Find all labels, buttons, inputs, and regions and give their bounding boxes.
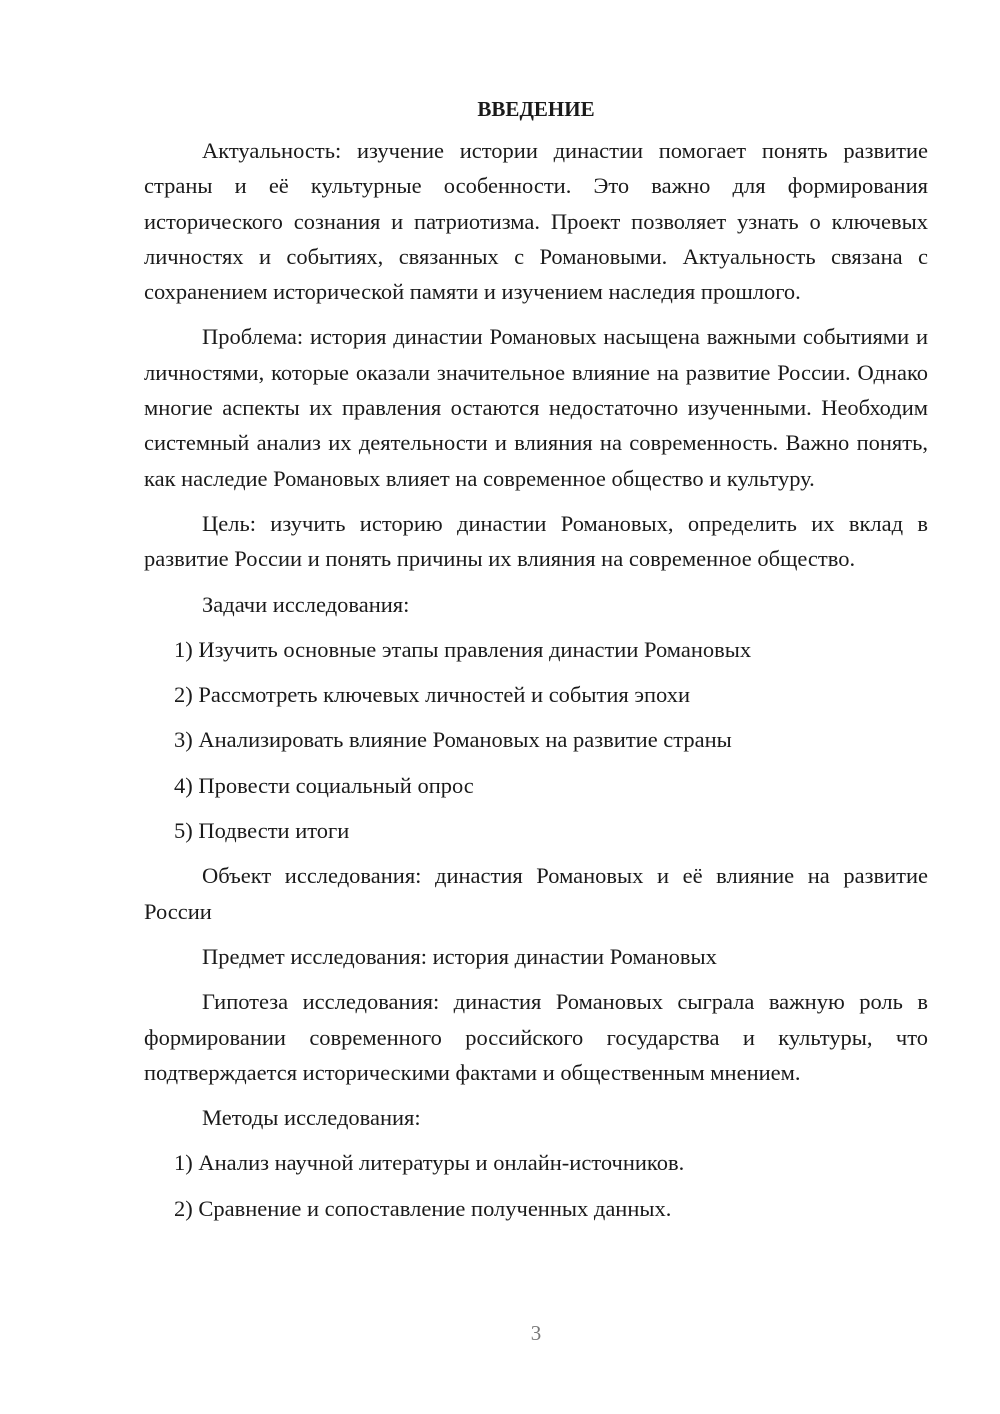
hypothesis-paragraph: Гипотеза исследования: династия Романовых сыграла важную роль в формировании современного российского государства и культуры, что подтверждается историческими фактами и общественным мнением. bbox=[144, 989, 928, 1085]
task-item-2: 2) Рассмотреть ключевых личностей и события эпохи bbox=[174, 682, 691, 708]
methods-heading: Методы исследования: bbox=[202, 1105, 421, 1131]
page-content bbox=[144, 92, 928, 1236]
task-item-3: 3) Анализировать влияние Романовых на развитие страны bbox=[174, 727, 732, 753]
task-item-4: 4) Провести социальный опрос bbox=[174, 772, 474, 798]
object-paragraph: Объект исследования: династия Романовых и её влияние на развитие России bbox=[144, 863, 928, 924]
page-number: 3 bbox=[530, 1321, 542, 1345]
task-item-5: 5) Подвести итоги bbox=[174, 818, 350, 844]
page-title: ВВЕДЕНИЕ bbox=[477, 97, 595, 121]
problem-paragraph: Проблема: история династии Романовых насыщена важными событиями и личностями, которые оказали значительное влияние на развитие России. Однако многие аспекты их правления остаются недостаточно изученными. Необходим системный анализ их деятельности и влияния на современность. Важно понять, как наследие Романовых влияет на современное общество и культуру. bbox=[144, 324, 928, 491]
goal-paragraph: Цель: изучить историю династии Романовых, определить их вклад в развитие России и понять причины их влияния на современное общество. bbox=[144, 510, 928, 572]
tasks-heading: Задачи исследования: bbox=[202, 591, 410, 617]
relevance-paragraph: Актуальность: изучение истории династии помогает понять развитие страны и её культурные особенности. Это важно для формирования исторического сознания и патриотизма. Проект позволяет узнать о ключевых личностях и событиях, связанных с Романовыми. Актуальность связана с сохранением исторической памяти и изучением наследия прошлого. bbox=[144, 138, 928, 305]
task-item-1: 1) Изучить основные этапы правления династии Романовых bbox=[174, 636, 752, 662]
method-item-2: 2) Сравнение и сопоставление полученных данных. bbox=[174, 1195, 672, 1221]
method-item-1: 1) Анализ научной литературы и онлайн-источников. bbox=[174, 1150, 685, 1176]
subject-paragraph: Предмет исследования: история династии Романовых bbox=[202, 943, 717, 969]
